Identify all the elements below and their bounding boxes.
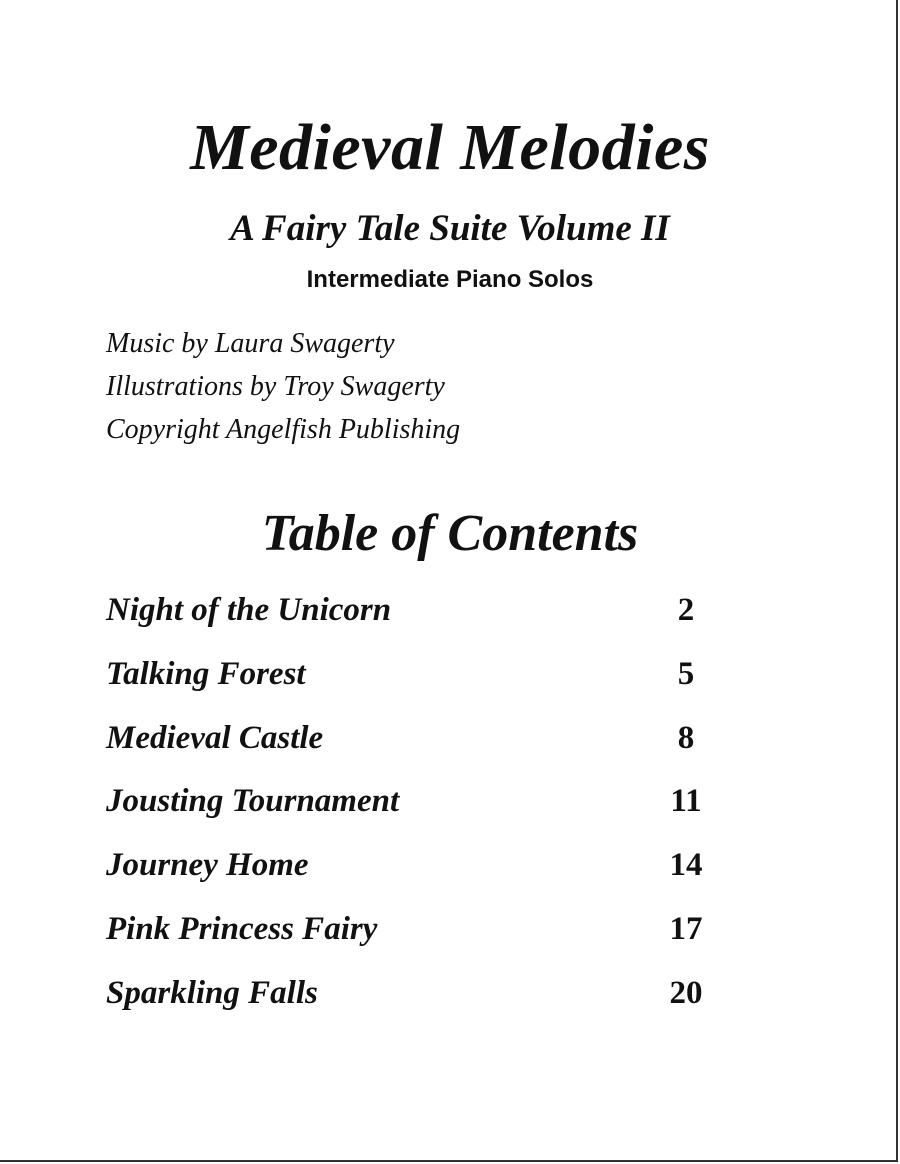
toc-entry[interactable] xyxy=(106,777,726,841)
toc-entry-page: 14 xyxy=(669,847,703,884)
toc-heading: Table of Contents xyxy=(261,505,639,562)
toc-entry-page: 2 xyxy=(677,592,695,628)
toc-entry-title: Night of the Unicorn xyxy=(106,592,392,628)
toc-entry[interactable] xyxy=(106,841,726,905)
music-credit: Music by Laura Swagerty xyxy=(106,328,395,359)
toc-entry[interactable] xyxy=(106,969,726,1033)
toc-entry-title: Talking Forest xyxy=(106,655,306,692)
toc-entry[interactable] xyxy=(106,714,726,778)
book-subtitle: A Fairy Tale Suite Volume II xyxy=(230,208,670,249)
toc-entry[interactable] xyxy=(106,905,726,969)
toc-entry[interactable] xyxy=(106,650,726,714)
illustrations-credit: Illustrations by Troy Swagerty xyxy=(106,371,445,402)
toc-entry-page: 17 xyxy=(669,910,703,947)
credits-block xyxy=(106,322,460,451)
copyright-credit: Copyright Angelfish Publishing xyxy=(106,414,461,445)
toc-entry-title: Pink Princess Fairy xyxy=(106,910,378,947)
toc-entry[interactable] xyxy=(106,586,726,650)
table-of-contents xyxy=(106,586,726,1033)
toc-entry-title: Medieval Castle xyxy=(106,719,324,756)
toc-entry-page: 20 xyxy=(669,974,703,1011)
book-title: Medieval Melodies xyxy=(190,111,710,184)
toc-entry-title: Journey Home xyxy=(106,847,309,884)
toc-entry-title: Sparkling Falls xyxy=(106,974,318,1011)
toc-entry-page: 11 xyxy=(670,783,702,820)
toc-entry-title: Jousting Tournament xyxy=(106,783,400,820)
toc-entry-page: 5 xyxy=(677,655,695,692)
difficulty-level: Intermediate Piano Solos xyxy=(306,266,594,293)
toc-entry-page: 8 xyxy=(677,719,695,756)
